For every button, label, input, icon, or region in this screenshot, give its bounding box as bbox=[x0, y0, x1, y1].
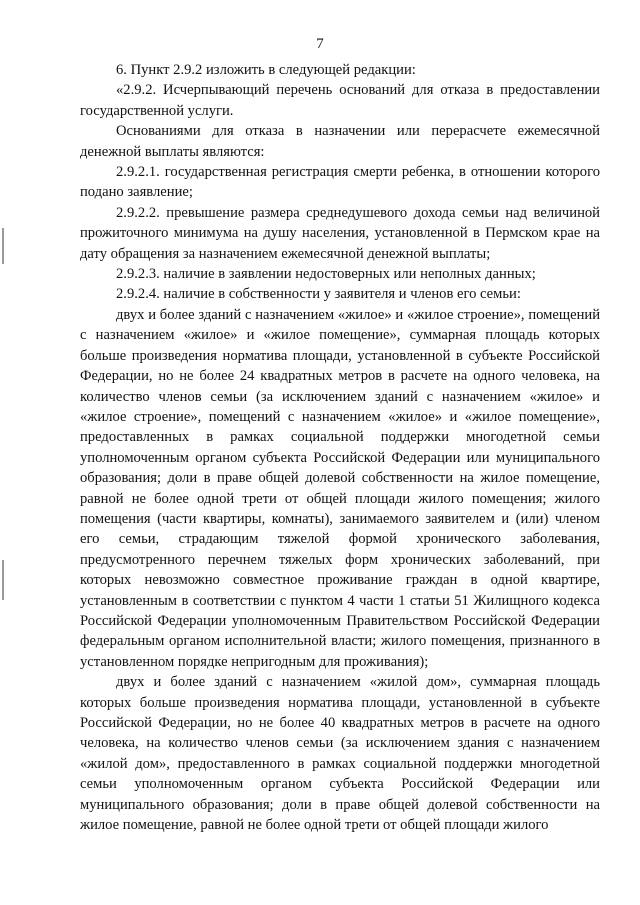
paragraph: «2.9.2. Исчерпывающий перечень оснований для отказа в предоставлении государственной услуги. bbox=[80, 82, 600, 119]
paragraph: 2.9.2.4. наличие в собственности у заявителя и членов его семьи: bbox=[116, 286, 521, 303]
page-number: 7 bbox=[316, 36, 324, 52]
scan-edge-mark bbox=[2, 560, 4, 600]
document-body bbox=[80, 60, 600, 835]
paragraph: 2.9.2.1. государственная регистрация смерти ребенка, в отношении которого подано заявление; bbox=[80, 164, 600, 201]
paragraph: 2.9.2.3. наличие в заявлении недостоверных или неполных данных; bbox=[116, 266, 536, 283]
paragraph: Основаниями для отказа в назначении или перерасчете ежемесячной денежной выплаты являются: bbox=[80, 123, 600, 160]
paragraph: 2.9.2.2. превышение размера среднедушевого дохода семьи над величиной прожиточного минимума на душу населения, установленной в Пермском крае на дату обращения за назначением ежемесячной денежной выплаты; bbox=[80, 204, 600, 262]
scan-edge-mark bbox=[2, 228, 4, 264]
paragraph: 6. Пункт 2.9.2 изложить в следующей редакции: bbox=[116, 62, 416, 78]
paragraph: двух и более зданий с назначением «жилое» и «жилое строение», помещений с назначением «жилое» и «жилое помещение», суммарная площадь которых больше произведения норматива площади, установленной в субъекте Российской Федерации, но не более 24 квадратных метров в расчете на одного человека, на количество членов семьи (за исключением зданий с назначением «жилое» и «жилое строение», помещений с назначением «жилое» и «жилое помещение», предоставленных в рамках социальной поддержки многодетной семьи уполномоченным органом субъекта Российской Федерации или муниципального образования; доли в праве общей долевой собственности на жилое помещение, равной не более одной трети от общей площади жилого помещения; жилого помещения (части квартиры, комнаты), занимаемого заявителем и (или) членом его семьи, страдающим тяжелой формой хронического заболевания, предусмотренного перечнем тяжелых форм хронических заболеваний, при которых невозможно совместное проживание граждан в одной квартире, установленным в соответствии с пунктом 4 части 1 статьи 51 Жилищного кодекса Российской Федерации уполномоченным Правительством Российской Федерации федеральным органом исполнительной власти; жилого помещения, признанного в установленном порядке непригодным для проживания); bbox=[80, 306, 600, 670]
paragraph: двух и более зданий с назначением «жилой дом», суммарная площадь которых больше произведения норматива площади, установленной в субъекте Российской Федерации, но не более 40 квадратных метров в расчете на одного человека, на количество членов семьи (за исключением здания с назначением «жилой дом», предоставленного в рамках социальной поддержки многодетной семьи уполномоченным органом субъекта Российской Федерации или муниципального образования; доли в праве общей долевой собственности на жилое помещение, равной не более одной трети от общей площади жилого bbox=[80, 674, 600, 834]
